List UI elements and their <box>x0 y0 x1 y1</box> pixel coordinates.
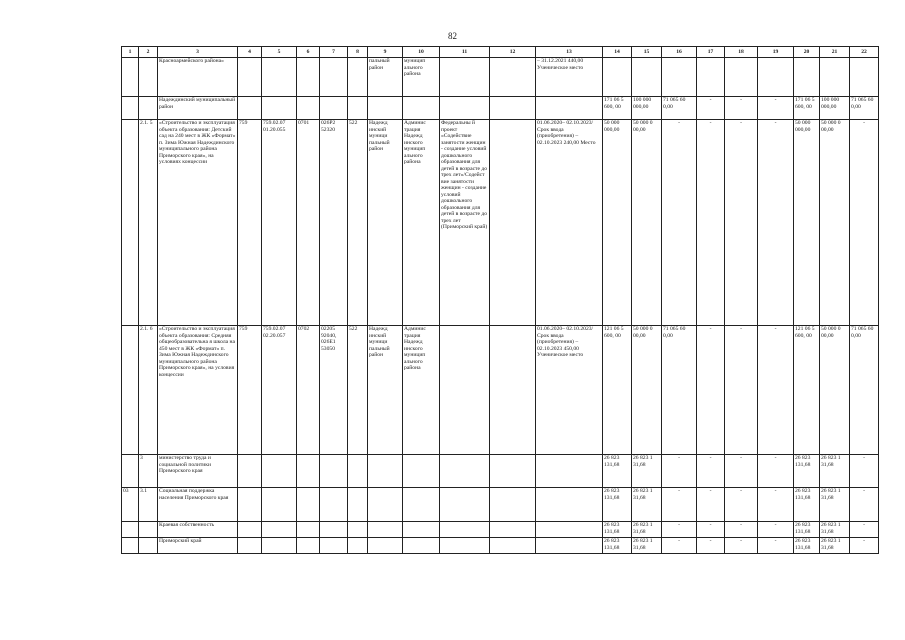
table-cell: 26 823 131,68 <box>603 455 632 488</box>
table-cell: - <box>697 538 725 554</box>
table-cell <box>490 97 536 120</box>
table-cell: 50 000 0 00,00 <box>632 326 662 455</box>
table-cell: 26 823 1 31,68 <box>820 522 850 538</box>
header-cell: 2 <box>139 47 158 58</box>
table-cell: - <box>850 120 879 326</box>
table-cell <box>139 97 158 120</box>
table-cell <box>820 58 850 97</box>
table-cell: 759 <box>238 326 262 455</box>
table-cell: 71 065 60 0,00 <box>850 97 879 120</box>
table-cell <box>348 522 368 538</box>
table-cell: - <box>725 455 758 488</box>
table-cell: - <box>758 522 794 538</box>
table-row <box>122 326 879 455</box>
table-cell <box>262 522 297 538</box>
table-cell: - <box>697 522 725 538</box>
table-row <box>122 455 879 488</box>
table-cell: 50 000 0 00,00 <box>632 120 662 326</box>
table-cell <box>320 522 348 538</box>
table-cell: 50 000 0 00,00 <box>820 120 850 326</box>
budget-table <box>121 46 879 554</box>
table-cell <box>536 455 603 488</box>
header-cell: 13 <box>536 47 603 58</box>
table-cell: - <box>662 538 697 554</box>
table-cell <box>490 488 536 522</box>
table-cell <box>725 58 758 97</box>
table-cell <box>262 58 297 97</box>
header-cell: 11 <box>440 47 490 58</box>
table-cell <box>490 455 536 488</box>
table-cell <box>297 488 320 522</box>
table-cell <box>794 58 820 97</box>
table-cell <box>490 538 536 554</box>
table-cell <box>320 455 348 488</box>
table-cell: 50 000 000,00 <box>603 120 632 326</box>
table-cell <box>758 58 794 97</box>
table-cell <box>297 455 320 488</box>
table-cell <box>238 97 262 120</box>
table-cell: 26 823 1 31,68 <box>820 488 850 522</box>
table-cell <box>122 120 139 326</box>
header-cell: 7 <box>320 47 348 58</box>
table-cell <box>348 455 368 488</box>
table-cell: 26 823 1 31,68 <box>632 522 662 538</box>
table-cell: 2.1. 5 <box>139 120 158 326</box>
table-cell: 26 823 131,68 <box>603 538 632 554</box>
table-cell <box>122 58 139 97</box>
table-cell <box>440 58 490 97</box>
table-cell <box>320 488 348 522</box>
table-cell <box>490 522 536 538</box>
table-cell <box>238 538 262 554</box>
table-cell: 759 <box>238 120 262 326</box>
header-cell: 16 <box>662 47 697 58</box>
table-cell <box>490 58 536 97</box>
table-cell: Федеральны й проект «Содействие занятости женщин - создание условий дошкольного образования для детей в возрасте до трех лет»/Содейст вие занятости женщин - создание условий дошкольного образования для детей в возрасте до трех лет (Приморский край) <box>440 120 490 326</box>
header-cell: 15 <box>632 47 662 58</box>
table-cell <box>348 488 368 522</box>
table-cell: 26 823 131,68 <box>794 522 820 538</box>
header-cell: 5 <box>262 47 297 58</box>
table-cell <box>262 455 297 488</box>
table-cell: - <box>725 326 758 455</box>
table-cell: «Строительство и эксплуатация объекта образования: Средняя общеобразовательна я школа на 450 мест в ЖК «Формат» п. Зима Южная Надеждинского муниципального района Приморского края», на условия концессии <box>158 326 238 455</box>
table-cell <box>320 58 348 97</box>
header-cell: 9 <box>368 47 403 58</box>
table-cell: 121 06 5 600, 00 <box>603 326 632 455</box>
table-cell <box>632 58 662 97</box>
table-cell <box>440 522 490 538</box>
table-cell: Надежд инский муници пальный район <box>368 326 403 455</box>
table-cell: 26 823 131,68 <box>794 455 820 488</box>
table-row <box>122 488 879 522</box>
table-cell: Приморский край <box>158 538 238 554</box>
table-cell <box>368 455 403 488</box>
page-number: 82 <box>448 31 457 41</box>
table-cell: 3 <box>139 455 158 488</box>
table-cell: - <box>758 120 794 326</box>
table-cell <box>238 455 262 488</box>
table-cell: 26 823 131,68 <box>603 488 632 522</box>
table-cell <box>603 58 632 97</box>
table-cell: 71 065 60 0,00 <box>850 326 879 455</box>
table-cell <box>368 538 403 554</box>
table-cell: муницип ального района <box>403 58 440 97</box>
table-cell <box>368 522 403 538</box>
header-cell: 3 <box>158 47 238 58</box>
table-cell <box>368 488 403 522</box>
table-cell: 26 823 131,68 <box>794 538 820 554</box>
table-cell: Социальная поддержка населения Приморского края <box>158 488 238 522</box>
table-cell: - <box>662 455 697 488</box>
table-cell: - <box>725 522 758 538</box>
table-cell <box>348 97 368 120</box>
table-cell <box>536 522 603 538</box>
table-cell <box>536 97 603 120</box>
table-cell: 026P2 52320 <box>320 120 348 326</box>
table-cell <box>403 538 440 554</box>
table-cell: - <box>850 522 879 538</box>
table-cell: 26 823 1 31,68 <box>820 538 850 554</box>
table-cell <box>262 538 297 554</box>
table-cell: министерство труда и социальной политики Приморского края <box>158 455 238 488</box>
table-cell <box>536 538 603 554</box>
table-cell <box>122 455 139 488</box>
table-cell: 01.06.2020– 02.10.2023/ Срок ввода (приобретения) – 02.10.2023 450,00 Ученическое место <box>536 326 603 455</box>
table-cell <box>403 522 440 538</box>
table-cell <box>238 488 262 522</box>
table-cell: 0702 <box>297 326 320 455</box>
table-cell <box>139 538 158 554</box>
table-cell <box>238 522 262 538</box>
table-cell: 01.06.2020– 02.10.2023/ Срок ввода (приобретения) – 02.10.2023 240,00 Место <box>536 120 603 326</box>
table-cell: - <box>662 522 697 538</box>
table-cell <box>297 538 320 554</box>
table-cell <box>122 326 139 455</box>
table-cell <box>122 522 139 538</box>
table-cell: – 31.12.2021 440,00 Ученическое место <box>536 58 603 97</box>
header-cell: 20 <box>794 47 820 58</box>
table-cell: 171 06 5 600, 00 <box>794 97 820 120</box>
table-row <box>122 538 879 554</box>
table-cell <box>297 97 320 120</box>
header-cell: 17 <box>697 47 725 58</box>
table-header-row <box>122 47 879 58</box>
table-cell: - <box>662 120 697 326</box>
table-cell <box>320 538 348 554</box>
header-cell: 14 <box>603 47 632 58</box>
table-cell: Надежд инский муници пальный район <box>368 120 403 326</box>
header-cell: 10 <box>403 47 440 58</box>
table-cell <box>139 522 158 538</box>
table-cell: 100 000 000,00 <box>632 97 662 120</box>
table-cell: - <box>725 538 758 554</box>
table-cell: 121 06 5 600, 00 <box>794 326 820 455</box>
table-cell: 02205 92040, 026E1 53050 <box>320 326 348 455</box>
header-cell: 8 <box>348 47 368 58</box>
table-cell: - <box>725 97 758 120</box>
table-cell: - <box>697 488 725 522</box>
table-cell: 50 000 000,00 <box>794 120 820 326</box>
table-cell: Админис трация Надежд инского муницип ального района <box>403 326 440 455</box>
table-cell <box>490 120 536 326</box>
table-cell: 26 823 131,68 <box>603 522 632 538</box>
table-cell <box>348 538 368 554</box>
table-cell <box>320 97 348 120</box>
table-cell <box>662 58 697 97</box>
table-cell: - <box>697 120 725 326</box>
table-cell: - <box>758 488 794 522</box>
table-cell: - <box>850 538 879 554</box>
table-cell: Надеждинский муниципальный район <box>158 97 238 120</box>
table-cell <box>262 488 297 522</box>
table-cell <box>490 326 536 455</box>
table-cell <box>403 488 440 522</box>
table-cell <box>536 488 603 522</box>
table-row <box>122 120 879 326</box>
table-cell: - <box>850 455 879 488</box>
table-cell: - <box>697 326 725 455</box>
table-cell <box>403 455 440 488</box>
header-cell: 18 <box>725 47 758 58</box>
table-cell <box>440 97 490 120</box>
table-cell: Краевая собственность <box>158 522 238 538</box>
table-cell <box>238 58 262 97</box>
table-row <box>122 522 879 538</box>
table-cell: 0701 <box>297 120 320 326</box>
table-cell <box>297 58 320 97</box>
table-cell: 71 065 60 0,00 <box>662 97 697 120</box>
table-cell: - <box>725 488 758 522</box>
table-cell: 26 823 1 31,68 <box>632 488 662 522</box>
header-cell: 21 <box>820 47 850 58</box>
table-cell: пальный район <box>368 58 403 97</box>
header-cell: 22 <box>850 47 879 58</box>
table-cell: 2.1. 6 <box>139 326 158 455</box>
table-cell <box>697 58 725 97</box>
header-cell: 12 <box>490 47 536 58</box>
table-cell: Красноармейского района» <box>158 58 238 97</box>
table-cell: 03 <box>122 488 139 522</box>
table-row <box>122 97 879 120</box>
table-cell <box>297 522 320 538</box>
table-cell: 26 823 131,68 <box>794 488 820 522</box>
table-cell <box>122 538 139 554</box>
table-cell: 100 000 000,00 <box>820 97 850 120</box>
table-cell <box>440 538 490 554</box>
table-row <box>122 58 879 97</box>
table-cell: 26 823 1 31,68 <box>632 455 662 488</box>
table-cell <box>440 488 490 522</box>
header-cell: 6 <box>297 47 320 58</box>
table-cell <box>139 58 158 97</box>
table-cell: 759.02.07 02.20.057 <box>262 326 297 455</box>
table-cell: 50 000 0 00,00 <box>820 326 850 455</box>
table-cell: 171 06 5 600, 00 <box>603 97 632 120</box>
table-cell <box>262 97 297 120</box>
header-cell: 19 <box>758 47 794 58</box>
table-cell <box>348 58 368 97</box>
table-cell: - <box>697 97 725 120</box>
table-cell: Админис трация Надежд инского муницип ального района <box>403 120 440 326</box>
table-cell: - <box>725 120 758 326</box>
table-cell <box>122 97 139 120</box>
table-cell: 522 <box>348 326 368 455</box>
table-cell: 26 823 1 31,68 <box>632 538 662 554</box>
table-cell: - <box>697 455 725 488</box>
table-cell: - <box>758 326 794 455</box>
table-cell: 759.02.07 01.20.055 <box>262 120 297 326</box>
table-cell: - <box>662 488 697 522</box>
table-cell <box>440 455 490 488</box>
header-cell: 1 <box>122 47 139 58</box>
table-cell <box>440 326 490 455</box>
table-cell <box>850 58 879 97</box>
table-cell: 71 065 60 0,00 <box>662 326 697 455</box>
table-cell: 3.1 <box>139 488 158 522</box>
table-cell <box>368 97 403 120</box>
table-cell <box>403 97 440 120</box>
table-cell: «Строительство и эксплуатация объекта образования: Детский сад на 240 мест в ЖК «Формат» п. Зима Южная Надеждинского муниципального района Приморского края», на условиях концессии <box>158 120 238 326</box>
header-cell: 4 <box>238 47 262 58</box>
table-cell: - <box>758 538 794 554</box>
table-cell: 26 823 1 31,68 <box>820 455 850 488</box>
table-cell: - <box>758 455 794 488</box>
table-cell: 522 <box>348 120 368 326</box>
table-cell: - <box>758 97 794 120</box>
table-cell: - <box>850 488 879 522</box>
